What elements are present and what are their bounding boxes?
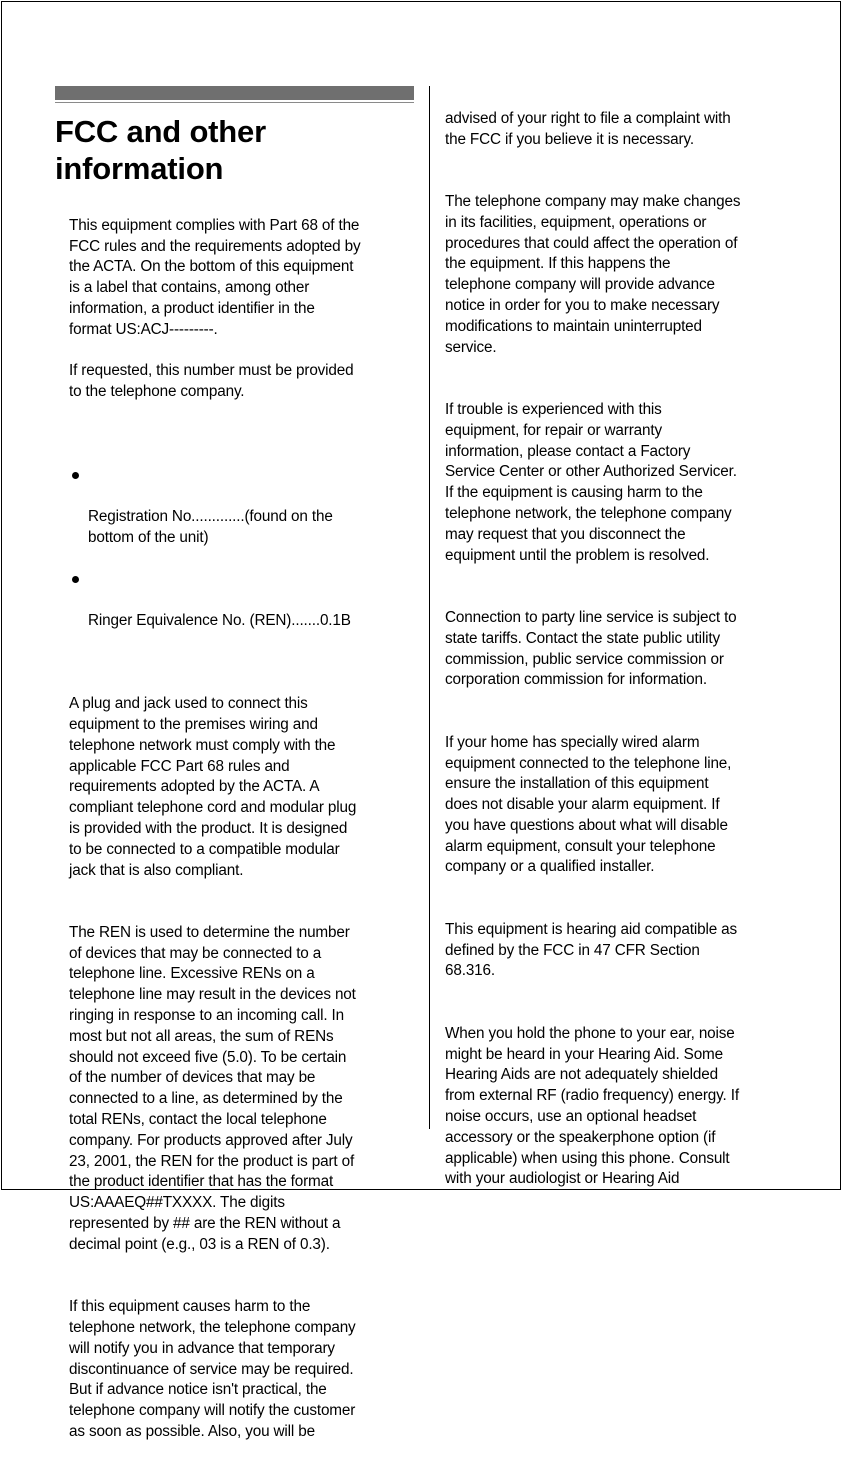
section-header-rule [55, 102, 414, 103]
paragraph-facility-changes: The telephone company may make changes in its facilities, equipment, operations or procedures that could affect the operation of the equipment. If this happens the telephone company will provide advance notice in order for you to make necessary modifications to maintain uninterrupted service. [445, 192, 741, 356]
list-item [69, 465, 414, 548]
paragraph-alarm: If your home has specially wired alarm equipment connected to the telephone line, ensure the installation of this equipment does not disable your alarm equipment. If you have questions about what will disable alarm equipment, consult your telephone company or a qualified installer. [445, 733, 732, 876]
list-item-text: Ringer Equivalence No. (REN).......0.1B [88, 611, 351, 629]
left-column [69, 195, 414, 1484]
column-divider [429, 86, 430, 1129]
paragraph-network-harm: If this equipment causes harm to the telephone network, the telephone company will notify you in advance that temporary discontinuance of service may be required. But if advance notice isn't practical, the telephone company will notify the customer as soon as possible. Also, you will be [69, 1298, 356, 1441]
bullet-icon [72, 472, 79, 479]
identifier-list [69, 445, 414, 653]
paragraph-party-line: Connection to party line service is subject to state tariffs. Contact the state public utility commission, public service commission or corporation commission for information. [445, 608, 737, 689]
page-title: FCC and other information [55, 114, 266, 186]
paragraph-plug-and-jack: A plug and jack used to connect this equipment to the premises wiring and telephone network must comply with the applicable FCC Part 68 rules and requirements adopted by the ACTA. A compliant telephone cord and modular plug is provided with the product. It is designed to be connected to a compatible modular jack that is also compliant. [69, 695, 357, 879]
paragraph-hearing-aid-compatible: This equipment is hearing aid compatible as defined by the FCC in 47 CFR Section 68.316. [445, 920, 738, 980]
paragraph-trouble: If trouble is experienced with this equipment, for repair or warranty information, please contact a Factory Service Center or other Authorized Servicer. If the equipment is causing harm to the telephone network, the telephone company may request that you disconnect the equipment until the problem is resolved. [445, 400, 737, 564]
paragraph-ren: The REN is used to determine the number of devices that may be connected to a telephone line. Excessive RENs on a telephone line may result in the devices not ringing in response to an incoming call. In most but not all areas, the sum of RENs should not exceed five (5.0). To be certain of the number of devices that may be connected to a line, as determined by the total RENs, contact the local telephone company. For products approved after July 23, 2001, the REN for the product is part of the product identifier that has the format US:AAAEQ##TXXXX. The digits represented by ## are the REN without a decimal point (e.g., 03 is a REN of 0.3). [69, 923, 356, 1253]
list-item [69, 569, 414, 631]
paragraph-compliance: This equipment complies with Part 68 of the FCC rules and the requirements adopted by the ACTA. On the bottom of this equipment is a label that contains, among other information, a product identifier in the format US:ACJ---------. [69, 216, 361, 338]
right-column [445, 88, 830, 1232]
section-header-bar [55, 86, 414, 100]
paragraph-request-number: If requested, this number must be provided to the telephone company. [69, 362, 354, 401]
list-item-text: Registration No.............(found on the bottom of the unit) [88, 507, 333, 546]
paragraph-hearing-aid-noise: When you hold the phone to your ear, noise might be heard in your Hearing Aid. Some Hearing Aids are not adequately shielded from external RF (radio frequency) energy. If noise occurs, use an optional headset accessory or the speakerphone option (if applicable) when using this phone. Consult with your audiologist or Hearing Aid [445, 1024, 739, 1188]
paragraph-complaint-rights: advised of your right to file a complaint with the FCC if you believe it is necessary. [445, 109, 731, 148]
bullet-icon [72, 576, 79, 583]
